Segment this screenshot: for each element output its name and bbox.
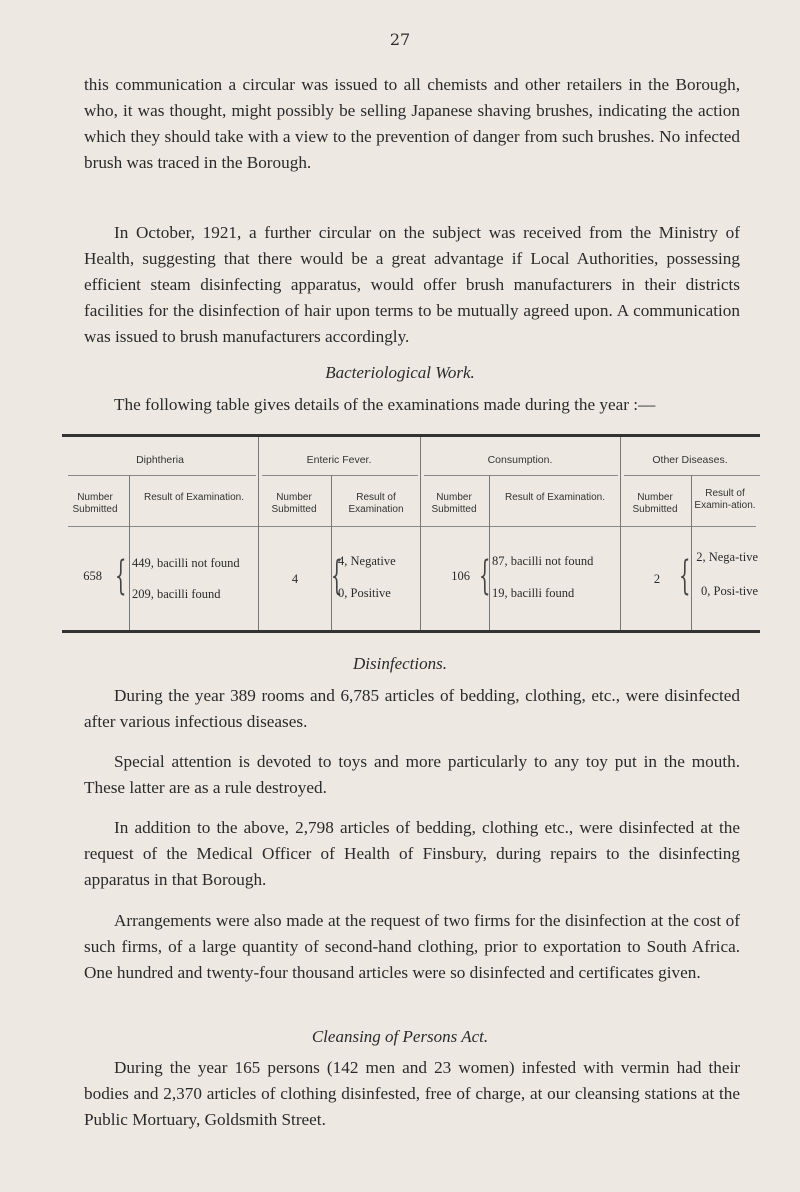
group-rule-consumption: [424, 475, 618, 476]
cell-other-result-1: 2, Nega-tive: [696, 550, 758, 564]
paragraph-disinfections-rooms: During the year 389 rooms and 6,785 articles of bedding, clothing, etc., were disinfected after various infectious diseases.: [84, 686, 740, 731]
header-enteric-fever: Enteric Fever.: [306, 454, 372, 466]
cell-diphtheria-result-1: 449, bacilli not found: [132, 556, 240, 570]
header-consumption: Consumption.: [487, 454, 553, 466]
paragraph-october-circular: In October, 1921, a further circular on the subject was received from the Ministry of Health, suggesting that there would be a great advantage if Local Authorities, possessing efficient steam disinfecting apparatus, would offer brush manufacturers in their districts facilities for the disinfection of hair upon terms to be mutually agreed upon. A communication was issued to brush manufacturers accordingly.: [84, 223, 740, 346]
examinations-table: [62, 434, 760, 634]
header-diphtheria: Diphtheria: [136, 454, 184, 466]
brace-consumption: {: [478, 553, 491, 599]
col-divider-3: [620, 437, 621, 630]
cell-other-number: 2: [653, 572, 661, 586]
col-divider-1: [258, 437, 259, 630]
table-top-rule: [62, 434, 760, 437]
subheader-enteric-result: Result of Examination: [348, 492, 404, 515]
page-number: 27: [389, 30, 411, 49]
paragraph-toys: Special attention is devoted to toys and more particularly to any toy put in the mouth. These latter are as a rule destroyed.: [84, 752, 740, 797]
subheader-rule: [68, 526, 756, 527]
brace-diphtheria: {: [114, 553, 127, 599]
cell-enteric-result-2: 0, Positive: [338, 586, 391, 600]
paragraph-circular-chemists: this communication a circular was issued to all chemists and other retailers in the Borough, who, it was thought, might possibly be selling Japanese shaving brushes, indicating the action which they should take with a view to the prevention of danger from such brushes. No infected brush was traced in the Borough.: [84, 75, 740, 172]
cell-diphtheria-result-2: 209, bacilli found: [132, 587, 221, 601]
table-bottom-rule: [62, 630, 760, 633]
subheader-consumption-result: Result of Examination.: [504, 492, 606, 503]
subheader-other-number: Number Submitted: [632, 492, 678, 515]
heading-cleansing: Cleansing of Persons Act.: [311, 1027, 489, 1046]
subheader-enteric-number: Number Submitted: [271, 492, 317, 515]
group-rule-other: [624, 475, 760, 476]
subheader-other-result: Result of Examin-ation.: [694, 488, 756, 511]
paragraph-table-intro: The following table gives details of the examinations made during the year :—: [114, 395, 656, 414]
cell-enteric-result-1: 4, Negative: [338, 554, 396, 568]
subheader-diphtheria-number: Number Submitted: [72, 492, 118, 515]
header-other-diseases: Other Diseases.: [652, 454, 728, 466]
brace-other: {: [678, 553, 691, 599]
cell-diphtheria-number: 658: [83, 569, 102, 583]
subheader-consumption-number: Number Submitted: [431, 492, 477, 515]
cell-consumption-result-2: 19, bacilli found: [492, 586, 575, 600]
col-divider-oth-sub: [691, 475, 692, 630]
cell-consumption-number: 106: [451, 569, 470, 583]
cell-enteric-number: 4: [291, 572, 299, 586]
paragraph-south-africa: Arrangements were also made at the request of two firms for the disinfection at the cost of such firms, of a large quantity of second-hand clothing, prior to exportation to South Africa. One hundred and twenty-four thousand articles were so disinfected and certificates given.: [84, 911, 740, 982]
brace-enteric: {: [330, 553, 343, 599]
paragraph-cleansing: During the year 165 persons (142 men and 23 women) infested with vermin had their bodies and 2,370 articles of clothing disinfested, free of charge, at our cleansing stations at the Public Mortuary, Goldsmith Street.: [84, 1058, 740, 1129]
col-divider-2: [420, 437, 421, 630]
paragraph-finsbury: In addition to the above, 2,798 articles of bedding, clothing etc., were disinfected at the request of the Medical Officer of Health of Finsbury, during repairs to the disinfecting apparatus in that Borough.: [84, 818, 740, 889]
heading-bacteriological-work: Bacteriological Work.: [325, 363, 475, 382]
group-rule-enteric: [262, 475, 418, 476]
heading-disinfections: Disinfections.: [353, 654, 447, 673]
col-divider-dip-sub: [129, 475, 130, 630]
subheader-diphtheria-result: Result of Examination.: [143, 492, 245, 503]
group-rule-diphtheria: [68, 475, 256, 476]
cell-consumption-result-1: 87, bacilli not found: [492, 554, 594, 568]
cell-other-result-2: 0, Posi-tive: [701, 584, 758, 598]
